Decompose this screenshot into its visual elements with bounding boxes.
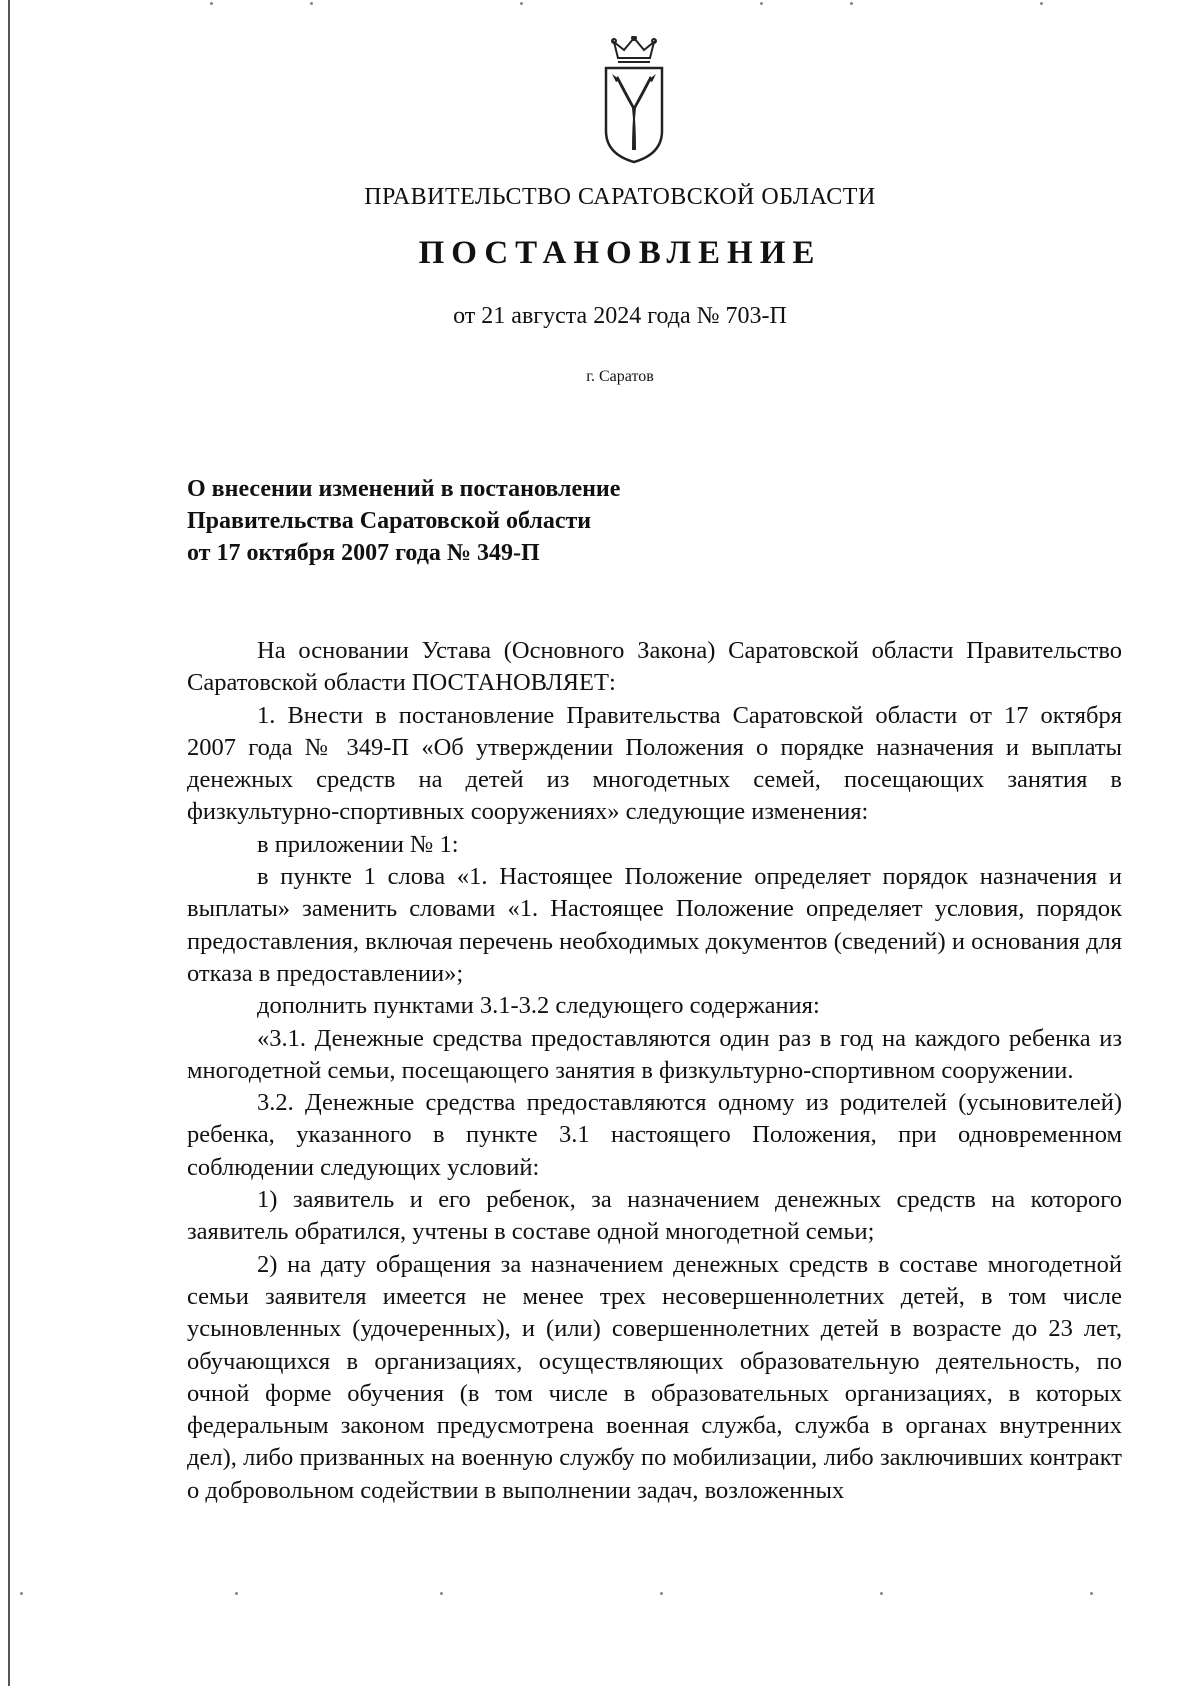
body-paragraph: 2) на дату обращения за назначением денежных средств в составе многодетной семьи заявителя имеется не менее трех несовершеннолетних детей, в том числе усыновленных (удочеренных), и (или) совершеннолетних детей в возрасте до 23 лет, обучающихся в организациях, осуществляющих образовательную деятельность, по очной форме обучения (в том числе в образовательных организациях, в которых федеральным законом предусмотрена военная служба, служба в органах внутренних дел), либо призванных на военную службу по мобилизации, либо заключивших контракт о добровольном содействии в выполнении задач, возложенных (187, 1250, 1122, 1504)
body-paragraph: 1. Внести в постановление Правительства Саратовской области от 17 октября 2007 года № 349-П «Об утверждении Положения о порядке назначения и выплаты денежных средств на детей из многодетных семей, посещающих занятия в физкультурно-спортивных сооружениях» следующие изменения: (187, 701, 1122, 826)
body-paragraph: «3.1. Денежные средства предоставляются один раз в год на каждого ребенка из многодетной семьи, посещающего занятия в физкультурно-спортивном сооружении. (187, 1024, 1122, 1084)
body-paragraph: в пункте 1 слова «1. Настоящее Положение определяет порядок назначения и выплаты» заменить словами «1. Настоящее Положение определяет условия, порядок предоставления, включая перечень необходимых документов (сведений) и основания для отказа в предоставлении»; (187, 863, 1122, 987)
body-paragraph: 3.2. Денежные средства предоставляются одному из родителей (усыновителей) ребенка, указанного в пункте 3.1 настоящего Положения, при одновременном соблюдении следующих условий: (187, 1089, 1122, 1181)
body-paragraph: На основании Устава (Основного Закона) Саратовской области Правительство Саратовской области ПОСТАНОВЛЯЕТ: (187, 637, 1122, 697)
body-paragraph: дополнить пунктами 3.1-3.2 следующего содержания: (257, 992, 820, 1020)
government-name: ПРАВИТЕЛЬСТВО САРАТОВСКОЙ ОБЛАСТИ (364, 184, 876, 210)
document-title (187, 473, 620, 569)
scan-noise-bottom (0, 1592, 1200, 1598)
scan-noise-top (0, 2, 1200, 8)
document-type: ПОСТАНОВЛЕНИЕ (418, 235, 822, 271)
coat-of-arms-emblem (598, 36, 670, 166)
document-city: г. Саратов (586, 368, 654, 385)
body-paragraph: в приложении № 1: (257, 830, 459, 858)
document-date-number: от 21 августа 2024 года № 703-П (453, 303, 787, 329)
title-line: от 17 октября 2007 года № 349-П (187, 540, 540, 566)
document-body (187, 635, 1122, 1507)
title-line: О внесении изменений в постановление (187, 476, 621, 502)
title-line: Правительства Саратовской области (187, 508, 592, 534)
body-paragraph: 1) заявитель и его ребенок, за назначением денежных средств на которого заявитель обратился, учтены в составе одной многодетной семьи; (187, 1186, 1122, 1246)
